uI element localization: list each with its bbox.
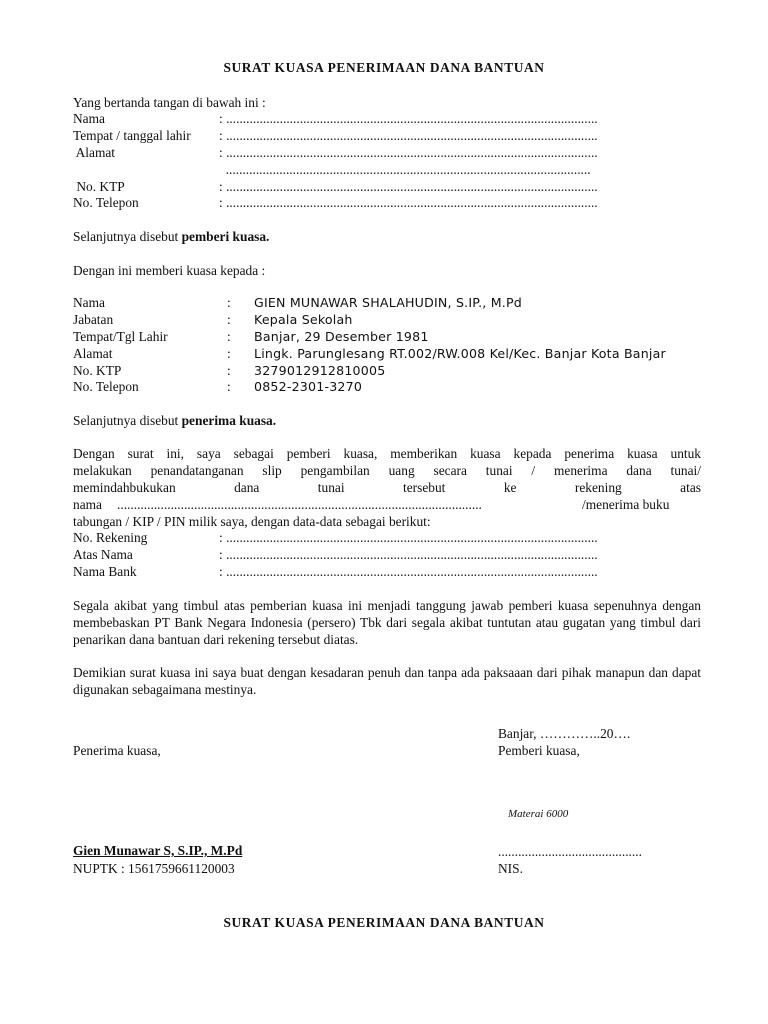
body-p1-line: tabungan / KIP / PIN milik saya, dengan data-data sebagai berikut:	[73, 514, 431, 529]
giver-sign-line: ...........................................	[498, 844, 642, 859]
body-p1-line: /menerima buku	[582, 497, 670, 512]
account-label: Nama Bank	[73, 564, 137, 579]
account-label: No. Rekening	[73, 530, 148, 545]
grantor-tail	[73, 228, 269, 245]
grantee-value: Banjar, 29 Desember 1981	[254, 329, 429, 344]
body-p1-line: nama	[73, 497, 102, 512]
body-paragraph-2: Segala akibat yang timbul atas pemberian kuasa ini menjadi tanggung jawab pemberi kuasa sepenuhnya dengan membebaskan PT Bank Negara Indonesia (persero) Tbk dari segala akibat tuntutan atau gugatan yang timbul dari penarikan dana bantuan dari rekening tersebut diatas.	[73, 598, 701, 647]
place-date: Banjar, …………..20….	[498, 726, 631, 741]
giver-label: Pemberi kuasa,	[498, 743, 580, 758]
grantee-value: GIEN MUNAWAR SHALAHUDIN, S.IP., M.Pd	[254, 295, 522, 310]
grantee-tail	[73, 412, 276, 429]
grantee-colon: :	[227, 346, 231, 361]
receiver-label: Penerima kuasa,	[73, 743, 161, 758]
account-value: : ...............................................................................................................	[219, 564, 598, 579]
account-label: Atas Nama	[73, 547, 133, 562]
grantor-label: Nama	[73, 111, 105, 126]
grantee-tail-bold: penerima kuasa.	[181, 413, 277, 428]
body-p1-dots: .............................................................................................................	[117, 497, 482, 512]
body-paragraph-3: Demikian surat kuasa ini saya buat dengan kesadaran penuh dan tanpa ada paksaaan dari pihak manapun dan dapat digunakan sebagaimana mestinya.	[73, 665, 701, 697]
stamp-label: Materai 6000	[508, 808, 569, 820]
grantee-colon: :	[227, 312, 231, 327]
grantee-value: Lingk. Parunglesang RT.002/RW.008 Kel/Kec. Banjar Kota Banjar	[254, 346, 666, 361]
grantor-tail-bold: pemberi kuasa.	[181, 229, 270, 244]
body-p1-line: memindahbukukan dana tunai tersebut ke rekening atas	[73, 480, 701, 495]
grantor-value: : ...............................................................................................................	[219, 195, 598, 210]
receiver-name: Gien Munawar S, S.IP., M.Pd	[73, 843, 243, 858]
grantee-colon: :	[227, 363, 231, 378]
footer-title: SURAT KUASA PENERIMAAN DANA BANTUAN	[223, 915, 545, 930]
grantor-value: .............................................................................................................	[219, 162, 591, 177]
document-title: SURAT KUASA PENERIMAAN DANA BANTUAN	[223, 60, 545, 75]
grantee-label: Tempat/Tgl Lahir	[73, 329, 168, 344]
account-value: : ...............................................................................................................	[219, 547, 598, 562]
grantor-value: : ...............................................................................................................	[219, 128, 598, 143]
account-value: : ...............................................................................................................	[219, 530, 598, 545]
receiver-id: NUPTK : 1561759661120003	[73, 861, 235, 876]
grantee-label: Jabatan	[73, 312, 114, 327]
grantor-tail-text: Selanjutnya disebut	[73, 229, 182, 244]
grantee-colon: :	[227, 295, 231, 310]
grantor-value: : ...............................................................................................................	[219, 111, 598, 126]
grantee-value: Kepala Sekolah	[254, 312, 353, 327]
grantee-value: 0852-2301-3270	[254, 379, 363, 394]
grantor-label: No. Telepon	[73, 195, 139, 210]
grant-intro: Dengan ini memberi kuasa kepada :	[73, 263, 266, 278]
grantee-label: Alamat	[73, 346, 113, 361]
grantee-label: No. KTP	[73, 363, 122, 378]
grantor-label: No. KTP	[73, 179, 125, 194]
intro-text: Yang bertanda tangan di bawah ini :	[73, 95, 266, 110]
grantee-tail-text: Selanjutnya disebut	[73, 413, 182, 428]
grantee-value: 3279012912810005	[254, 363, 386, 378]
grantee-label: Nama	[73, 295, 105, 310]
giver-id: NIS.	[498, 861, 523, 876]
body-p1-line: Dengan surat ini, saya sebagai pemberi kuasa, memberikan kuasa kepada penerima kuasa untuk	[73, 446, 701, 461]
grantor-value: : ...............................................................................................................	[219, 179, 598, 194]
grantee-colon: :	[227, 329, 231, 344]
grantee-label: No. Telepon	[73, 379, 139, 394]
grantor-value: : ...............................................................................................................	[219, 145, 598, 160]
grantee-colon: :	[227, 379, 231, 394]
body-p1-line: melakukan penandatanganan slip pengambilan uang secara tunai / menerima dana tunai/	[73, 463, 701, 478]
grantor-label: Tempat / tanggal lahir	[73, 128, 191, 143]
grantor-label: Alamat	[73, 145, 116, 160]
